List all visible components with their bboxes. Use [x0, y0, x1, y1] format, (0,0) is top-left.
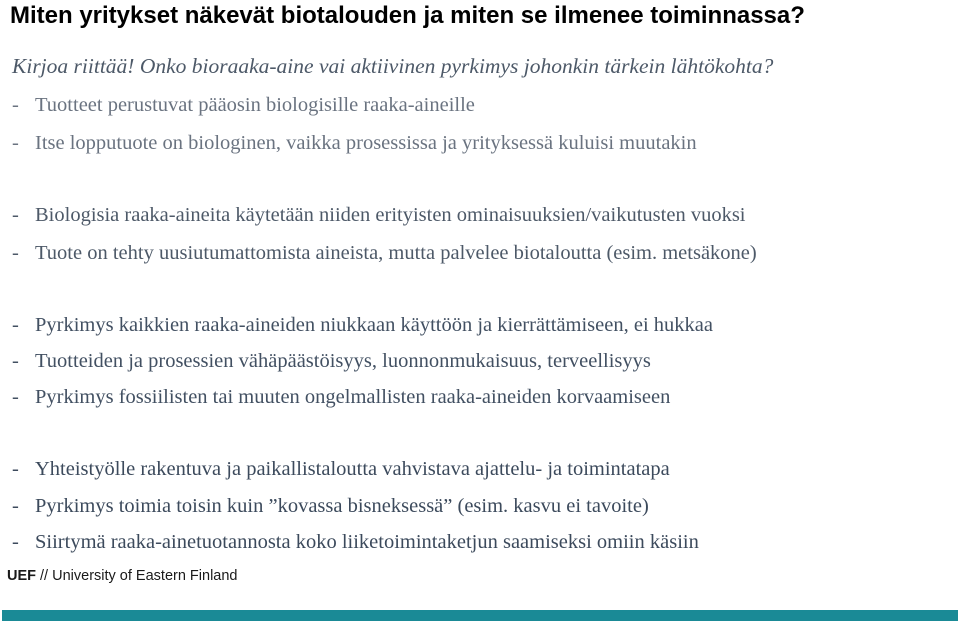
bullet-dash: - — [12, 458, 19, 480]
footer-separator: // — [40, 568, 49, 584]
list-item-text: Yhteistyölle rakentuva ja paikallistaloutta vahvistava ajattelu- ja toimintatapa — [35, 458, 670, 480]
list-item — [12, 492, 649, 520]
footer-org-name: University of Eastern Finland — [52, 568, 238, 584]
list-item-text: Biologisia raaka-aineita käytetään niiden erityisten ominaisuuksien/vaikutusten vuoksi — [35, 204, 746, 226]
list-item-text: Pyrkimys fossiilisten tai muuten ongelmallisten raaka-aineiden korvaamiseen — [35, 386, 671, 408]
list-item — [12, 383, 670, 411]
list-item — [12, 347, 651, 375]
bullet-dash: - — [12, 204, 19, 226]
list-item-text: Pyrkimys toimia toisin kuin ”kovassa bisneksessä” (esim. kasvu ei tavoite) — [35, 495, 649, 517]
bullet-dash: - — [12, 94, 19, 116]
bullet-dash: - — [12, 350, 19, 372]
bullet-dash: - — [12, 242, 19, 264]
list-item — [12, 91, 475, 119]
list-item — [12, 201, 746, 229]
list-item — [12, 129, 697, 157]
list-item-text: Tuote on tehty uusiutumattomista aineista, mutta palvelee biotaloutta (esim. metsäkone) — [35, 242, 757, 264]
list-item — [12, 239, 757, 267]
bullet-dash: - — [12, 531, 19, 553]
list-item — [12, 528, 699, 556]
footer-accent-bar — [2, 610, 958, 621]
footer-org-abbr: UEF — [7, 568, 36, 584]
bullet-dash: - — [12, 314, 19, 336]
footer — [7, 567, 237, 585]
subtitle: Kirjoa riittää! Onko bioraaka-aine vai aktiivinen pyrkimys johonkin tärkein lähtökohta? — [12, 54, 774, 78]
bullet-dash: - — [12, 386, 19, 408]
list-item — [12, 311, 713, 339]
list-item-text: Tuotteiden ja prosessien vähäpäästöisyys, luonnonmukaisuus, terveellisyys — [35, 350, 651, 372]
page-title: Miten yritykset näkevät biotalouden ja miten se ilmenee toiminnassa? — [10, 2, 805, 29]
bullet-dash: - — [12, 132, 19, 154]
list-item-text: Tuotteet perustuvat pääosin biologisille raaka-aineille — [35, 94, 475, 116]
list-item-text: Pyrkimys kaikkien raaka-aineiden niukkaan käyttöön ja kierrättämiseen, ei hukkaa — [35, 314, 713, 336]
list-item — [12, 455, 670, 483]
list-item-text: Itse lopputuote on biologinen, vaikka prosessissa ja yrityksessä kuluisi muutakin — [35, 132, 697, 154]
list-item-text: Siirtymä raaka-ainetuotannosta koko liiketoimintaketjun saamiseksi omiin käsiin — [35, 531, 699, 553]
bullet-dash: - — [12, 495, 19, 517]
